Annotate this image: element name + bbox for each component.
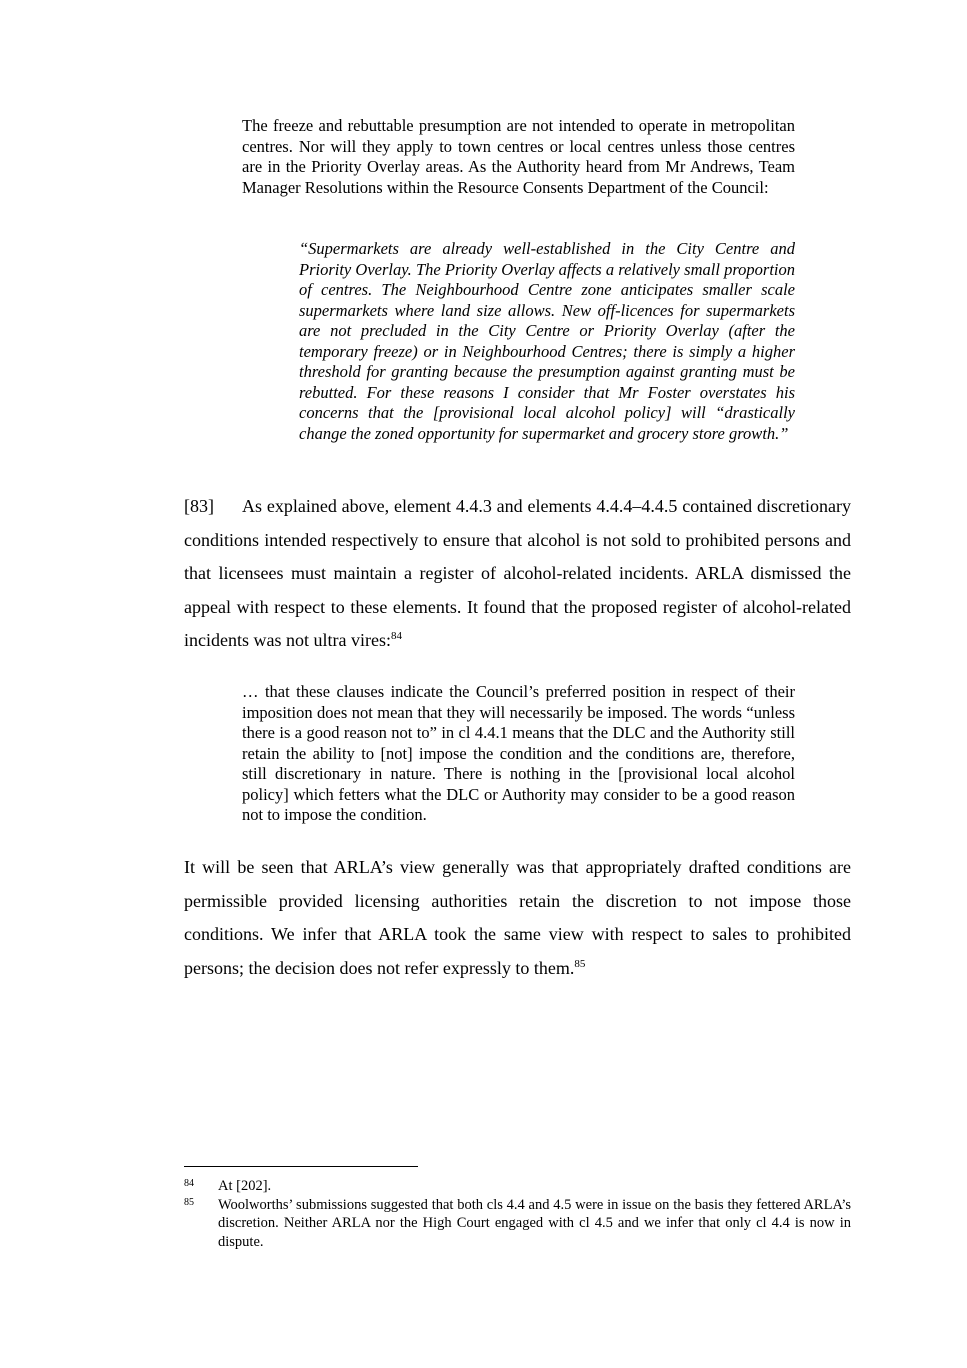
footnote-ref-84[interactable]: 84 — [390, 630, 402, 643]
footnote-number: 84 — [184, 1178, 194, 1189]
paragraph-continuation-text: It will be seen that ARLA’s view generally was that appropriately drafted conditions are permissible provided licensing authorities retain the discretion to not impose those conditions. We infer that ARLA took the same view with respect to sales to prohibited persons; the decision does not refer expressly to them. — [184, 857, 851, 978]
quoted-passage-arla: … that these clauses indicate the Council’s preferred position in respect of their imposition does not mean that they will necessarily be imposed. The words “unless there is a good reason not to” in cl 4.4.1 means that the DLC and the Authority still retain the ability to [not] impose the condition and the conditions are, therefore, still discretionary in nature. There is nothing in the [provisional local alcohol policy] which fetters what the DLC or Authority may consider to be a good reason not to impose the condition. — [242, 682, 795, 824]
quoted-passage-authority: The freeze and rebuttable presumption are not intended to operate in metropolitan centres. Nor will they apply to town centres or local centres unless those centres are in the Priority Overlay areas. As the Authority heard from Mr Andrews, Team Manager Resolutions within the Resource Consents Department of the Council: — [242, 116, 795, 197]
paragraph-number: [83] — [184, 496, 214, 516]
paragraph-83 — [184, 490, 851, 658]
nested-quote-andrews: “Supermarkets are already well-established in the City Centre and Priority Overlay. The Priority Overlay affects a relatively small proportion of centres. The Neighbourhood Centre zone anticipates smaller scale supermarkets where land size allows. New off-licences for supermarkets are not precluded in the City Centre or Priority Overlay (after the temporary freeze) or in Neighbourhood Centres; there is simply a higher threshold for granting because the presumption against granting must be rebutted. For these reasons I consider that Mr Foster overstates his concerns that the [provisional local alcohol policy] will “drastically change the zoned opportunity for supermarket and grocery store growth.” — [299, 239, 795, 443]
paragraph-continuation — [184, 851, 851, 985]
footnotes-section — [184, 1177, 851, 1251]
footnote-text: Woolworths’ submissions suggested that both cls 4.4 and 4.5 were in issue on the basis they fettered ARLA’s discretion. Neither ARLA nor the High Court engaged with cl 4.5 and we infer that only cl 4.4 is now in dispute. — [218, 1196, 851, 1250]
paragraph-83-text: As explained above, element 4.4.3 and elements 4.4.4–4.4.5 contained discretionary conditions intended respectively to ensure that alcohol is not sold to prohibited persons and that licensees must maintain a register of alcohol-related incidents. ARLA dismissed the appeal with respect to these elements. It found that the proposed register of alcohol-related incidents was not ultra vires: — [184, 496, 851, 651]
footnote-85 — [184, 1196, 851, 1252]
footnote-separator — [184, 1166, 418, 1167]
footnote-text: At [202]. — [218, 1178, 272, 1194]
footnote-number: 85 — [184, 1196, 194, 1208]
footnote-ref-85[interactable]: 85 — [574, 957, 586, 970]
footnote-84 — [184, 1177, 851, 1196]
